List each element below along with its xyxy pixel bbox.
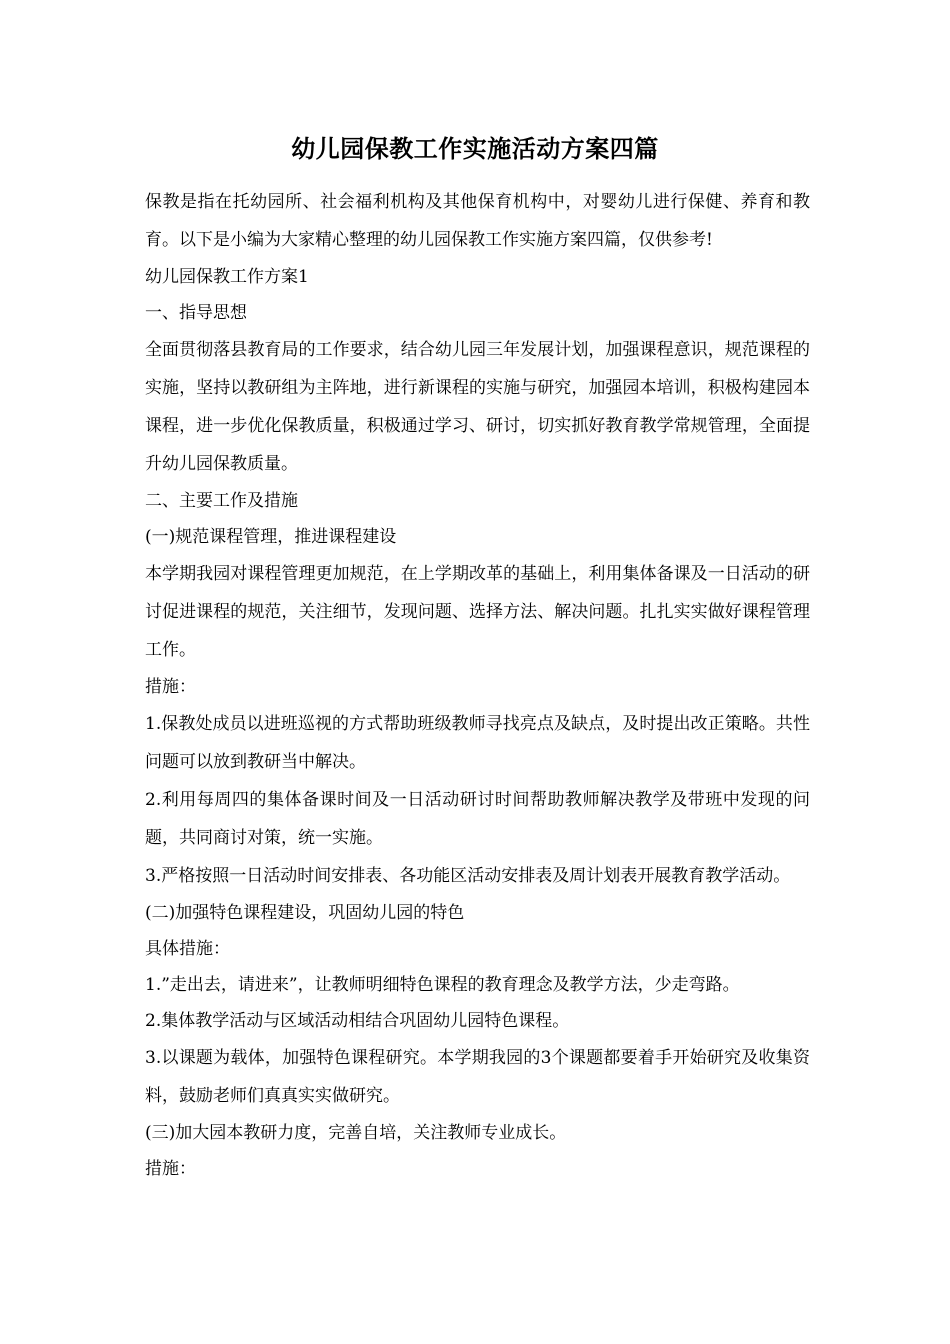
list-item-measure-1: 1.保教处成员以进班巡视的方式帮助班级教师寻找亮点及缺点，及时提出改正策略。共性问题可以放到教研当中解决。 xyxy=(145,714,810,772)
document-body xyxy=(145,183,810,1187)
subheading-feature-course: (二)加强特色课程建设，巩固幼儿园的特色 xyxy=(145,903,465,923)
document-title: 幼儿园保教工作实施活动方案四篇 xyxy=(291,134,659,163)
list-item-feature-2: 2.集体教学活动与区域活动相结合巩固幼儿园特色课程。 xyxy=(145,1011,570,1031)
section-heading-plan-1: 幼儿园保教工作方案1 xyxy=(145,267,309,287)
paragraph-guiding-ideology: 全面贯彻落县教育局的工作要求，结合幼儿园三年发展计划，加强课程意识，规范课程的实施，坚持以教研组为主阵地，进行新课程的实施与研究，加强园本培训，积极构建园本课程，进一步优化保教质量，积极通过学习、研讨，切实抓好教育教学常规管理，全面提升幼儿园保教质量。 xyxy=(145,340,810,474)
paragraph-course-management: 本学期我园对课程管理更加规范，在上学期改革的基础上，利用集体备课及一日活动的研讨促进课程的规范，关注细节，发现问题、选择方法、解决问题。扎扎实实做好课程管理工作。 xyxy=(145,564,810,660)
list-item-feature-3: 3.以课题为载体，加强特色课程研究。本学期我园的3个课题都要着手开始研究及收集资料，鼓励老师们真真实实做研究。 xyxy=(145,1048,810,1106)
intro-paragraph: 保教是指在托幼园所、社会福利机构及其他保育机构中，对婴幼儿进行保健、养育和教育。以下是小编为大家精心整理的幼儿园保教工作实施方案四篇，仅供参考! xyxy=(145,192,810,250)
label-measures-1: 措施： xyxy=(145,677,196,697)
label-measures-2: 措施： xyxy=(145,1159,196,1179)
heading-guiding-ideology: 一、指导思想 xyxy=(145,303,247,323)
list-item-measure-2: 2.利用每周四的集体备课时间及一日活动研讨时间帮助教师解决教学及带班中发现的问题，共同商讨对策，统一实施。 xyxy=(145,790,810,848)
list-item-measure-3: 3.严格按照一日活动时间安排表、各功能区活动安排表及周计划表开展教育教学活动。 xyxy=(145,866,791,886)
label-specific-measures: 具体措施： xyxy=(145,939,230,959)
subheading-school-research: (三)加大园本教研力度，完善自培，关注教师专业成长。 xyxy=(145,1123,567,1143)
list-item-feature-1: 1.”走出去，请进来”，让教师明细特色课程的教育理念及教学方法，少走弯路。 xyxy=(145,975,740,995)
heading-main-work: 二、主要工作及措施 xyxy=(145,491,298,511)
subheading-course-management: (一)规范课程管理，推进课程建设 xyxy=(145,527,397,547)
